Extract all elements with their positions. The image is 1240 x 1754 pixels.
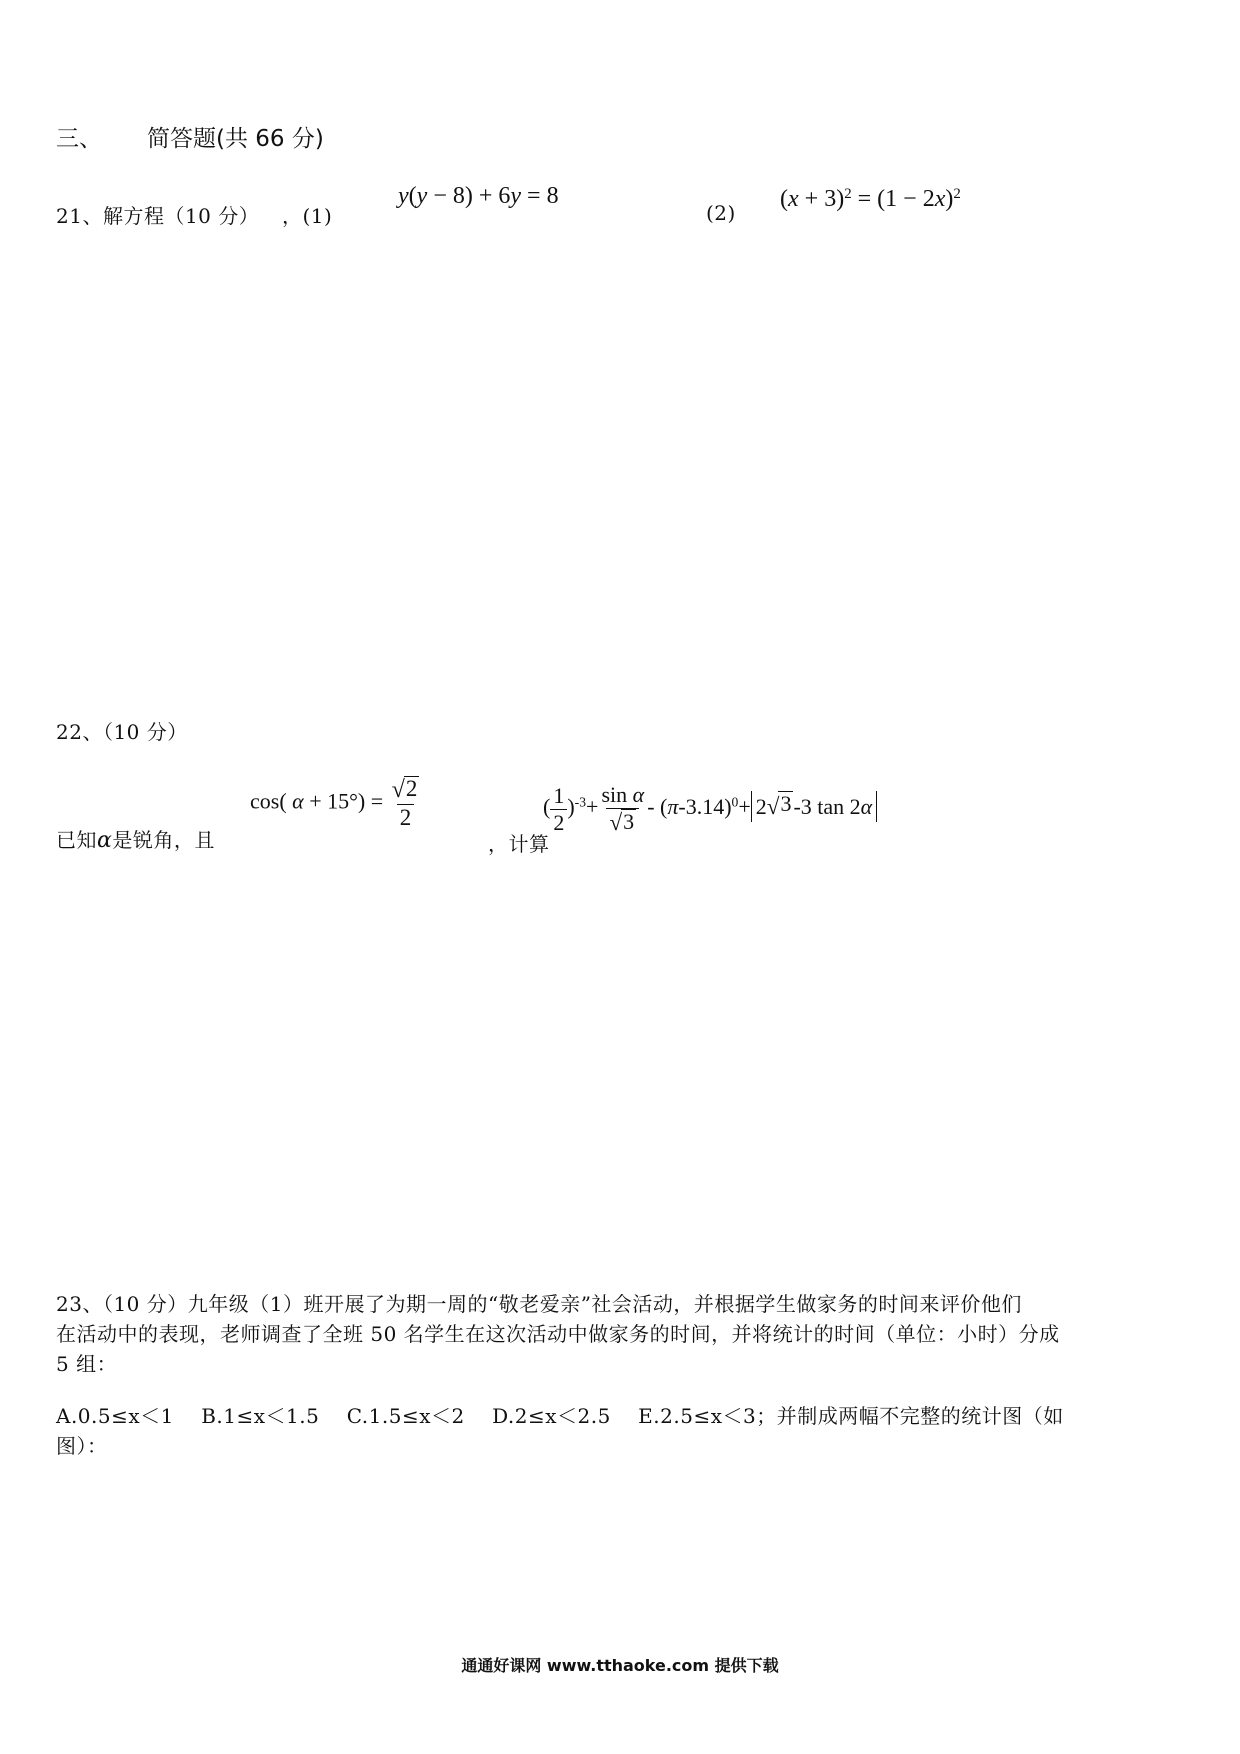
q23-groups-line-2: 图）： (56, 1434, 108, 1458)
q22-given-suffix: 是锐角，且 (112, 828, 215, 852)
q21-equation-1: y(y − 8) + 6y = 8 (398, 183, 559, 209)
footer-source: 通通好课网 www.tthaoke.com 提供下载 (461, 1656, 779, 1675)
q22-condition-formula: cos( α + 15°) = √ 2 2 (250, 776, 418, 830)
alpha-symbol: α (97, 828, 113, 853)
q22-label: 22、（10 分） (56, 720, 188, 744)
q23-groups-line: A.0.5≤x＜1 B.1≤x＜1.5 C.1.5≤x＜2 D.2≤x＜2.5 E.2.5≤x＜3；并制成两幅不完整的统计图（如 (56, 1404, 1064, 1428)
q22-given (56, 824, 215, 853)
q23-line-2: 在活动中的表现，老师调查了全班 50 名学生在这次活动中做家务的时间，并将统计的时间（单位：小时）分成 (56, 1322, 1060, 1346)
q21-part1-marker: ，(1) (282, 204, 333, 228)
q21-label: 21、解方程（10 分） (56, 204, 260, 228)
q22-expression: ( $\frac{1}{2}$ )$^{-3}$+ sin α √ 3 - $(\pi-3.14)^0+ 2$ √ 3 -3 tan 2α (543, 782, 877, 836)
q22-calc-label: ，计算 (488, 832, 550, 856)
q23-line-1: 23、（10 分）九年级（1）班开展了为期一周的“敬老爱亲”社会活动，并根据学生做家务的时间来评价他们 (56, 1292, 1022, 1316)
q23-line-3: 5 组： (56, 1352, 118, 1376)
section-number: 三、 (56, 126, 102, 152)
section-title: 简答题(共 66 分) (147, 126, 324, 152)
q21-equation-2: $(x + 3)^2 = (1 - 2x)^2$ (780, 185, 961, 212)
q21-part2-marker: (2) (706, 201, 736, 225)
q22-given-prefix: 已知 (56, 828, 97, 852)
